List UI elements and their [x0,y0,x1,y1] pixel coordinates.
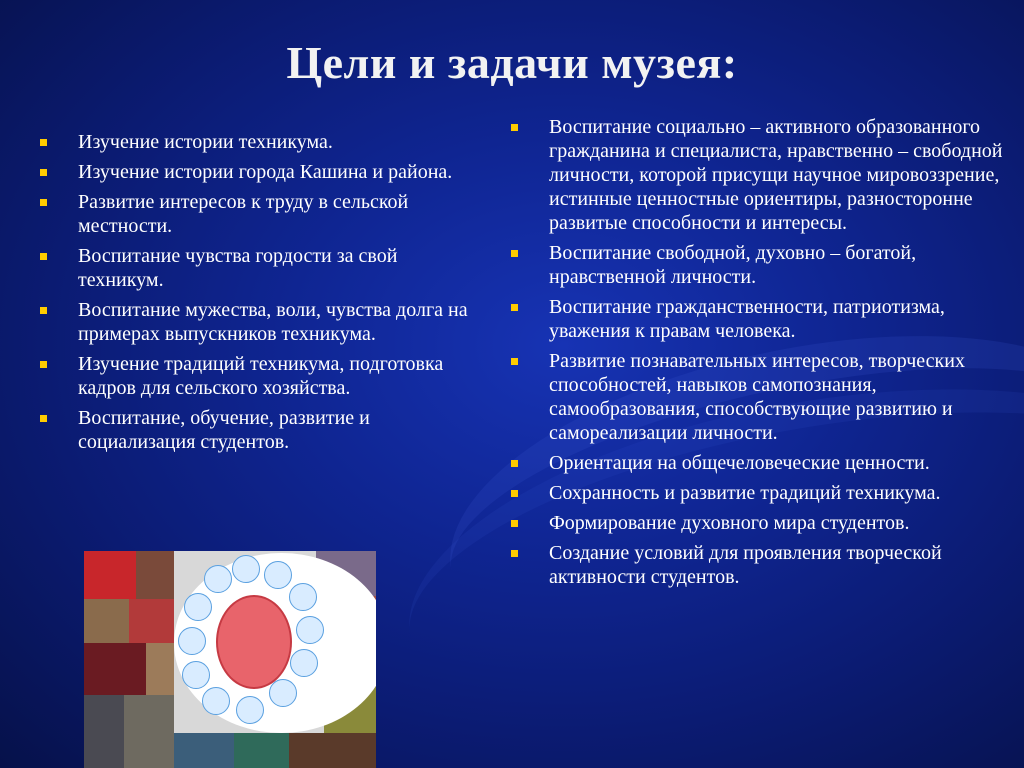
collage-tile-photo [84,599,129,643]
list-item-text: Ориентация на общечеловеческие ценности. [549,452,930,474]
collage-tile-photo [136,551,174,599]
diagram-node [232,555,260,583]
diagram-node [296,616,324,644]
slide-title: Цели и задачи музея: [286,37,738,88]
list-item [511,349,1006,445]
list-item [40,190,470,238]
square-bullet-icon [511,124,518,131]
list-item-text: Развитие интересов к труду в сельской местности. [78,191,409,237]
square-bullet-icon [40,253,47,260]
list-item [511,295,1006,343]
list-item [40,298,470,346]
list-item-text: Воспитание чувства гордости за свой техникум. [78,245,398,291]
collage-tile-poster [84,643,146,695]
list-item-text: Воспитание свободной, духовно – богатой, нравственной личности. [549,242,917,288]
collage-tile-photo [124,695,174,768]
diagram-node [184,593,212,621]
diagram-node [178,627,206,655]
list-item [40,352,470,400]
square-bullet-icon [40,139,47,146]
collage-tile-photo [129,599,174,643]
list-item-text: Воспитание мужества, воли, чувства долга на примерах выпускников техникума. [78,299,468,345]
list-item [511,241,1006,289]
list-item [40,160,470,184]
square-bullet-icon [40,199,47,206]
left-goals-list [40,130,470,460]
list-item [511,115,1006,235]
square-bullet-icon [40,415,47,422]
right-goals-list [511,115,1006,595]
list-item [40,130,470,154]
list-item [511,541,1006,589]
square-bullet-icon [511,490,518,497]
diagram-node [269,679,297,707]
list-item-text: Воспитание, обучение, развитие и социализация студентов. [78,407,370,453]
list-item [511,481,1006,505]
list-item-text: Формирование духовного мира студентов. [549,512,910,534]
diagram-node [290,649,318,677]
list-item [40,406,470,454]
list-item-text: Создание условий для проявления творческой активности студентов. [549,542,942,588]
collage-tile-photo [146,643,174,695]
list-item-text: Воспитание социально – активного образованного гражданина и специалиста, нравственно – свободной личности, которой присущи научное мировоззрение, истинные ценностные ориентиры, разносторонне развитые способности и интересы. [549,116,1003,234]
list-item-text: Изучение традиций техникума, подготовка кадров для сельского хозяйства. [78,353,444,399]
diagram-node [289,583,317,611]
square-bullet-icon [511,358,518,365]
collage-tile-photo [289,733,376,768]
square-bullet-icon [511,520,518,527]
diagram-node [264,561,292,589]
square-bullet-icon [40,307,47,314]
diagram-node [202,687,230,715]
list-item [511,451,1006,475]
list-item [511,511,1006,535]
collage-tile-photo [234,733,289,768]
collage-tile-photo [84,695,124,768]
list-item-text: Развитие познавательных интересов, творческих способностей, навыков самопознания, самообразования, способствующие развитию и самореализации личности. [549,350,965,444]
collage-tile-photo [174,733,234,768]
list-item-text: Воспитание гражданственности, патриотизма, уважения к правам человека. [549,296,945,342]
square-bullet-icon [511,550,518,557]
list-item [40,244,470,292]
square-bullet-icon [40,169,47,176]
list-item-text: Изучение истории техникума. [78,131,333,153]
square-bullet-icon [511,304,518,311]
diagram-center-node [216,595,292,689]
collage-tile-poster [84,551,136,599]
diagram-node [204,565,232,593]
diagram-node [182,661,210,689]
square-bullet-icon [40,361,47,368]
list-item-text: Изучение истории города Кашина и района. [78,161,453,183]
diagram-node [236,696,264,724]
square-bullet-icon [511,460,518,467]
list-item-text: Сохранность и развитие традиций техникума. [549,482,941,504]
square-bullet-icon [511,250,518,257]
museum-photo-collage [84,551,376,768]
